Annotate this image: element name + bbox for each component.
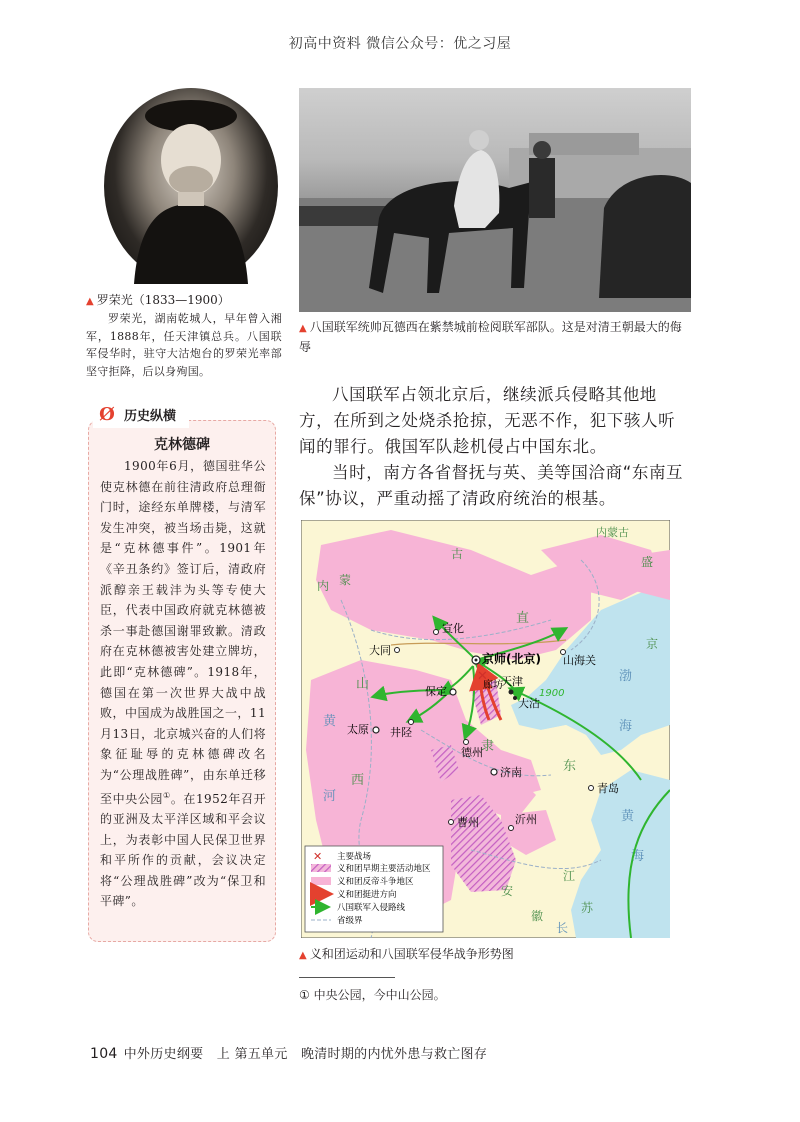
city-tianjin: 天津: [501, 675, 523, 688]
map-legend: [305, 846, 443, 932]
triangle-icon: ▲: [299, 950, 307, 961]
footnote: ① 中央公园，今中山公园。: [299, 988, 446, 1002]
region-label: 河: [323, 789, 337, 804]
body-paragraph-2: 当时，南方各省督抚与英、美等国洽商“东南互保”协议，严重动摇了清政府统治的根基。: [299, 463, 684, 508]
region-label: 长: [556, 921, 569, 935]
portrait-photo: [104, 88, 278, 284]
city-caozhou: 曹州: [457, 816, 479, 829]
portrait-caption-title-row: [86, 292, 282, 310]
battle-cross-icon: ✕: [477, 669, 488, 684]
review-photo: [299, 88, 691, 312]
region-label: 直: [516, 611, 530, 626]
pink-swatch: [311, 877, 331, 885]
region-label: 苏: [581, 901, 594, 915]
portrait-caption: [86, 292, 282, 380]
legend-label: 省级界: [337, 916, 363, 926]
region-label: 海: [631, 849, 645, 864]
history-icon: Ø: [99, 404, 115, 425]
region-label: 山: [356, 677, 370, 692]
region-label: 徽: [531, 909, 544, 923]
region-label: 黄: [323, 714, 337, 729]
portrait-figure: [104, 88, 278, 284]
sidebar-body-part-2: 。在1952年召开的亚洲及太平洋区域和平会议上，为表彰中国人民保卫世界和平所作的贡献，会议决定将“公理战胜碑”改为“保卫和平碑”。: [100, 791, 266, 909]
region-label: 海: [619, 719, 633, 734]
city-baoding: 保定: [425, 685, 447, 698]
war-situation-map: [301, 520, 670, 938]
portrait-caption-desc: 罗荣光，湖南乾城人，早年曾入湘军，1888年，任天津镇总兵。八国联军侵华时，驻守大沽炮台的罗荣光率部坚守拒降，后以身殉国。: [86, 312, 282, 378]
portrait-caption-title: 罗荣光（1833—1900）: [96, 293, 230, 307]
footer-text: 中外历史纲要 上 第五单元 晚清时期的内忧外患与救亡图存: [123, 1047, 488, 1062]
photo-caption: [299, 318, 691, 356]
region-label: 西: [351, 773, 365, 788]
review-photo-scene: [299, 88, 691, 312]
year-label: 1900: [539, 688, 565, 699]
triangle-icon: ▲: [86, 296, 94, 307]
region-label: 黄: [621, 809, 635, 824]
legend-label: 义和团挺进方向: [337, 890, 397, 900]
body-paragraph-1: 八国联军占领北京后，继续派兵侵略其他地方，在所到之处烧杀抢掠，无恶不作，犯下骇人听闻的罪行。俄国军队趁机侵占中国东北。: [299, 385, 676, 456]
city-datong: 大同: [369, 644, 391, 657]
legend-label: 主要战场: [337, 852, 372, 862]
sidebar-body-part-1: 1900年6月，德国驻华公使克林德在前往清政府总理衙门时，途经东单牌楼，与清军发生冲突，被当场击毙，这就是“克林德事件”。1901年《辛丑条约》签订后，清政府派醇亲王载沣为头等专使大臣，代表中国政府就克林德被杀一事赴德国谢罪致歉。清政府在克林德被害处建立牌坊，此即“克林德碑”。1918年，德国在第一次世界大战中战败，中国成为战胜国之一，11月13日，北京城兴奋的人们将象征耻辱的克林德碑改名为“公理战胜碑”，由东单迁移至中央公园: [100, 459, 266, 806]
city-taiyuan: 太原: [347, 723, 369, 736]
sidebar-title: 克林德碑: [154, 437, 210, 453]
region-label: 江: [563, 869, 576, 883]
region-label: 隶: [481, 739, 495, 754]
region-label: 东: [563, 759, 577, 774]
sidebar-label: 历史纵横: [124, 409, 177, 424]
region-label: 内蒙古: [596, 526, 629, 539]
region-label: 京: [646, 637, 659, 651]
region-label: 蒙: [339, 573, 352, 587]
city-jingxing: 井陉: [390, 726, 412, 739]
legend-label: 义和团早期主要活动地区: [337, 864, 431, 874]
sidebar-body: [100, 456, 266, 912]
city-yizhou: 沂州: [515, 813, 537, 826]
city-dezhou: 德州: [461, 746, 483, 759]
city-langfang: 廊坊: [483, 680, 503, 691]
page-header: 初高中资料 微信公众号：优之习屋: [288, 36, 512, 52]
region-label: 安: [501, 884, 514, 898]
city-qingdao: 青岛: [597, 782, 619, 795]
legend-label: 八国联军入侵路线: [337, 903, 406, 913]
city-beijing: 京师(北京): [482, 652, 541, 666]
city-xuanhua: 宣化: [442, 622, 464, 635]
region-label: 渤: [619, 669, 633, 684]
region-label: 古: [451, 547, 464, 561]
photo-caption-text: 八国联军统帅瓦德西在紫禁城前检阅联军部队。这是对清王朝最大的侮辱: [299, 320, 682, 354]
page-footer: [90, 1043, 487, 1062]
map-svg: [301, 520, 670, 938]
region-label: 盛: [641, 555, 654, 569]
legend-label: 义和团反帝斗争地区: [337, 877, 414, 887]
map-caption: [299, 945, 514, 962]
city-dagu: 大沽: [518, 697, 540, 710]
map-caption-text: 义和团运动和八国联军侵华战争形势图: [309, 947, 514, 961]
cross-icon: ✕: [313, 850, 323, 863]
footnote-divider: [299, 977, 395, 978]
city-jinan: 济南: [500, 766, 522, 779]
hatch-swatch: [311, 864, 331, 872]
region-label: 内: [317, 579, 330, 593]
city-shanhaiguan: 山海关: [563, 654, 596, 667]
page-number: 104: [90, 1046, 118, 1062]
triangle-icon: ▲: [299, 323, 307, 334]
footnote-mark: ①: [163, 790, 171, 800]
